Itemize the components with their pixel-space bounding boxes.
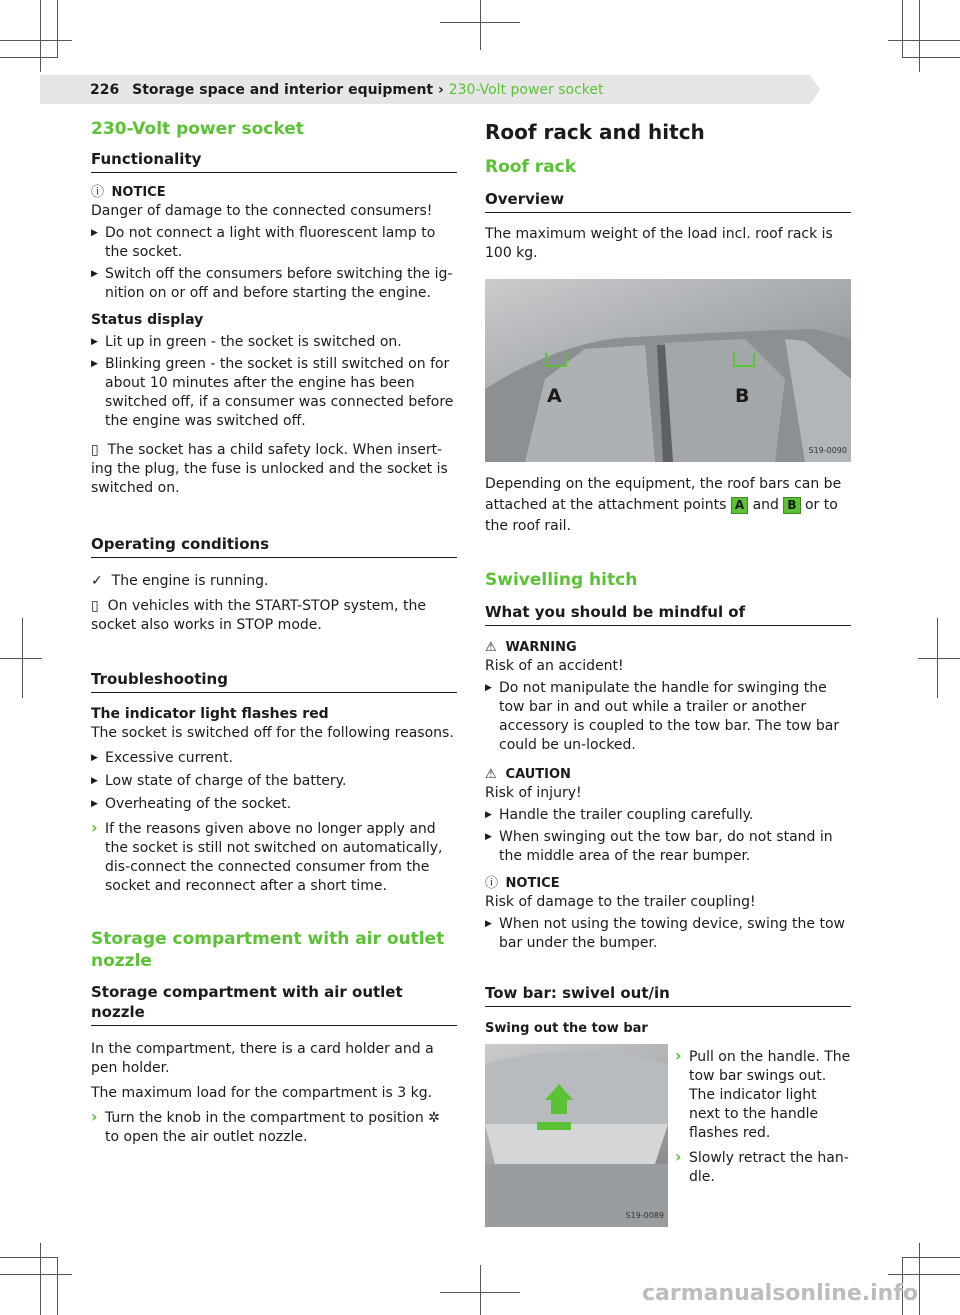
towbar-steps — [675, 1044, 851, 1187]
left-column — [91, 118, 457, 1147]
section-title: 230-Volt power socket — [91, 119, 304, 139]
notice-icon: ⓘ — [485, 876, 499, 891]
warning-icon: ⚠ — [485, 640, 497, 655]
page-number: 226 — [90, 82, 120, 98]
towbar-row — [485, 1044, 851, 1229]
right-column — [485, 118, 851, 1229]
storage-steps — [91, 1109, 457, 1147]
attachment-paragraph: Depending on the equipment, the roof bars can be attached at the attachment points A and B or to the roof rail. — [485, 476, 842, 534]
callout-b-label: B — [735, 385, 750, 407]
crop-mark — [40, 0, 41, 72]
operating-conditions-heading: Operating conditions — [91, 534, 457, 558]
image-code: S19-0089 — [625, 1211, 664, 1220]
info-paragraph: ▯ The socket has a child safety lock. When insert-ing the plug, the fuse is unlocked and the socket is switched on. — [91, 442, 448, 496]
trunk-illustration — [485, 1044, 668, 1227]
list-item: ▶ Handle the trailer coupling carefully. — [485, 806, 851, 825]
breadcrumb-current-link[interactable]: 230-Volt power socket — [448, 82, 604, 98]
list-item: ▶ When not using the towing device, swing the tow bar under the bumper. — [485, 915, 851, 953]
breadcrumb-separator: › — [438, 82, 444, 98]
crop-mark — [902, 0, 903, 58]
notice-text: Risk of damage to the trailer coupling! — [485, 894, 756, 910]
crop-mark — [480, 0, 481, 50]
crop-mark — [0, 57, 58, 58]
overview-heading: Overview — [485, 189, 851, 213]
crop-mark — [919, 1243, 920, 1315]
marker-b: B — [783, 497, 800, 514]
info-paragraph: ▯ On vehicles with the START-STOP system, the socket also works in STOP mode. — [91, 598, 426, 633]
storage-paragraph: The maximum load for the compartment is 3 kg. — [91, 1085, 433, 1101]
list-item: ▶ Overheating of the socket. — [91, 795, 457, 814]
troubleshooting-steps — [91, 820, 457, 896]
step-item: › Slowly retract the han-dle. — [675, 1149, 851, 1187]
info-icon: ▯ — [91, 598, 108, 614]
functionality-heading: Functionality — [91, 149, 457, 173]
crop-mark — [919, 0, 920, 72]
reasons-list — [91, 749, 457, 814]
troubleshooting-intro: The socket is switched off for the following reasons. — [91, 725, 454, 741]
indicator-heading: The indicator light flashes red — [91, 706, 329, 722]
list-item: ▶ Low state of charge of the battery. — [91, 772, 457, 791]
breadcrumb — [90, 81, 603, 100]
step-item: › Pull on the handle. The tow bar swings out. The indicator light next to the handle flashes red. — [675, 1048, 851, 1143]
warning-heading: ⚠ WARNING — [485, 640, 577, 655]
roof-paragraph: The maximum weight of the load incl. roof rack is 100 kg. — [485, 226, 833, 261]
step-item: › Turn the knob in the compartment to position ✲ to open the air outlet nozzle. — [91, 1109, 457, 1147]
notice-icon: ⓘ — [91, 185, 105, 200]
roof-rack-title: Roof rack — [485, 157, 577, 177]
notice-heading: ⓘ NOTICE — [91, 185, 166, 200]
towbar-heading: Tow bar: swivel out/in — [485, 983, 851, 1007]
arrow-up-icon — [545, 1084, 573, 1100]
crop-mark — [40, 1243, 41, 1315]
marker-a: A — [731, 497, 748, 514]
callout-b-marker — [733, 353, 755, 367]
crop-mark — [0, 1274, 72, 1275]
image-code: S19-0090 — [808, 446, 847, 455]
car-roof-illustration — [485, 279, 851, 462]
breadcrumb-section-link[interactable]: Storage space and interior equipment — [132, 82, 434, 98]
crop-mark — [0, 1257, 58, 1258]
status-display-heading: Status display — [91, 312, 204, 328]
crop-mark — [0, 40, 72, 41]
fan-position-icon: ✲ — [428, 1110, 440, 1126]
crop-mark — [902, 1257, 960, 1258]
crop-mark — [57, 1257, 58, 1315]
crop-mark — [57, 0, 58, 58]
storage-heading: Storage compartment with air outlet nozzle — [91, 982, 457, 1026]
hitch-title: Swivelling hitch — [485, 570, 638, 590]
list-item: ▶ Lit up in green - the socket is switched on. — [91, 333, 457, 352]
crop-mark — [888, 40, 960, 41]
storage-title: Storage compartment with air outlet nozzle — [91, 929, 445, 971]
callout-a-label: A — [547, 385, 562, 407]
warning-list — [485, 679, 851, 755]
crop-mark — [0, 658, 42, 659]
list-item: ▶ When swinging out the tow bar, do not stand in the middle area of the rear bumper. — [485, 828, 851, 866]
condition-item: ✓ The engine is running. — [91, 573, 269, 589]
caution-text: Risk of injury! — [485, 785, 582, 801]
crop-mark — [888, 1274, 960, 1275]
watermark: carmanualsonline.info — [642, 1281, 918, 1306]
crop-mark — [22, 618, 23, 698]
caution-list — [485, 806, 851, 866]
list-item: ▶ Excessive current. — [91, 749, 457, 768]
step-item: › If the reasons given above no longer apply and the socket is still not switched on automatically, dis-connect the connected consumer from the socket and reconnect after a short time. — [91, 820, 457, 896]
storage-paragraph: In the compartment, there is a card holder and a pen holder. — [91, 1041, 434, 1076]
crop-mark — [480, 1265, 481, 1315]
checkmark-icon: ✓ — [91, 573, 112, 589]
chapter-title: Roof rack and hitch — [485, 120, 705, 144]
crop-mark — [937, 618, 938, 698]
arrow-up-icon — [551, 1100, 567, 1114]
crop-mark — [902, 57, 960, 58]
list-item: ▶ Blinking green - the socket is still switched on for about 10 minutes after the engine has been switched off, if a consumer was connected before the engine was switched off. — [91, 355, 457, 431]
callout-a-marker — [545, 353, 567, 367]
towbar-image — [485, 1044, 668, 1227]
notice-list — [91, 224, 457, 303]
caution-heading: ⚠ CAUTION — [485, 767, 571, 782]
notice-text: Danger of damage to the connected consumers! — [91, 203, 433, 219]
swing-out-heading: Swing out the tow bar — [485, 1021, 648, 1036]
notice-list — [485, 915, 851, 953]
list-item: ▶ Do not connect a light with fluorescent lamp to the socket. — [91, 224, 457, 262]
list-item: ▶ Switch off the consumers before switching the ig-nition on or off and before starting the engine. — [91, 265, 457, 303]
roof-rack-image — [485, 279, 851, 462]
troubleshooting-heading: Troubleshooting — [91, 669, 457, 693]
notice-heading: ⓘ NOTICE — [485, 876, 560, 891]
list-item: ▶ Do not manipulate the handle for swinging the tow bar in and out while a trailer or another accessory is coupled to the tow bar. The tow bar could be un-locked. — [485, 679, 851, 755]
status-list — [91, 333, 457, 431]
crop-mark — [918, 658, 960, 659]
mindful-heading: What you should be mindful of — [485, 602, 851, 626]
warning-text: Risk of an accident! — [485, 658, 624, 674]
caution-icon: ⚠ — [485, 767, 497, 782]
info-icon: ▯ — [91, 442, 108, 458]
